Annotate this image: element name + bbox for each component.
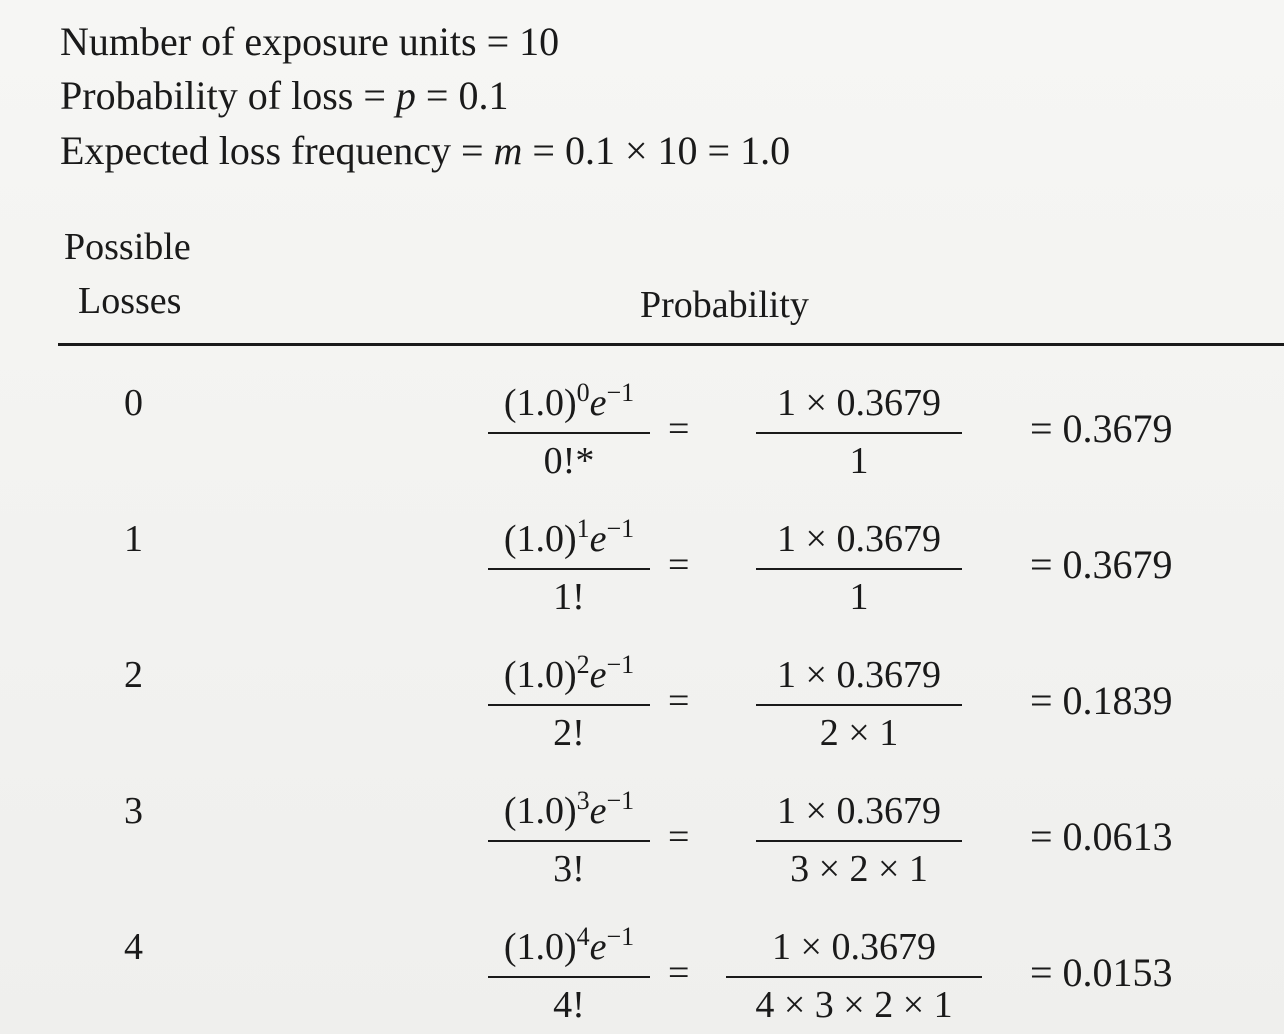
probability-of-loss-line: Probability of loss = p = 0.1 [60, 73, 509, 118]
numeric-denominator: 2 × 1 [819, 712, 899, 754]
euler-e: e [589, 926, 607, 968]
poisson-numerator [488, 652, 650, 704]
euler-e: e [589, 790, 607, 832]
poisson-numerator [488, 788, 650, 840]
table-row [0, 924, 1284, 1034]
table-row [0, 788, 1284, 898]
poisson-formula-fraction [488, 380, 650, 484]
probability-result: = 0.0613 [1030, 814, 1173, 859]
e-exponent: −1 [606, 922, 635, 951]
equals-sign: = [668, 816, 690, 858]
probability-result: = 0.1839 [1030, 678, 1173, 723]
poisson-formula-fraction [488, 788, 650, 892]
factorial-denominator: 3! [553, 848, 585, 890]
probability-result: = 0.3679 [1030, 406, 1173, 451]
euler-e: e [589, 382, 607, 424]
factorial-denominator: 0!* [543, 440, 595, 482]
numeric-fraction [756, 380, 962, 484]
numeric-numerator: 1 × 0.3679 [772, 926, 936, 968]
exposure-units-line: Number of exposure units = 10 [60, 19, 560, 64]
euler-e: e [589, 518, 607, 560]
numerator-exponent: 0 [576, 378, 590, 407]
probability-result: = 0.0153 [1030, 950, 1173, 995]
numeric-denominator: 4 × 3 × 2 × 1 [755, 984, 953, 1026]
table-row [0, 516, 1284, 626]
header-rule [58, 343, 1284, 346]
possible-loss-value: 4 [124, 926, 143, 968]
equals-sign: = [668, 544, 690, 586]
numeric-denominator: 3 × 2 × 1 [790, 848, 928, 890]
poisson-formula-fraction [488, 924, 650, 1028]
poisson-numerator [488, 380, 650, 432]
numeric-fraction [756, 652, 962, 756]
numeric-numerator: 1 × 0.3679 [777, 790, 941, 832]
factorial-denominator: 2! [553, 712, 585, 754]
numeric-denominator: 1 [849, 440, 869, 482]
euler-e: e [589, 654, 607, 696]
numerator-base: (1.0) [503, 790, 577, 832]
e-exponent: −1 [606, 650, 635, 679]
numerator-base: (1.0) [503, 654, 577, 696]
poisson-formula-fraction [488, 516, 650, 620]
numeric-fraction [726, 924, 982, 1028]
probability-result: = 0.3679 [1030, 542, 1173, 587]
numeric-denominator: 1 [849, 576, 869, 618]
poisson-formula-fraction [488, 652, 650, 756]
numeric-fraction [756, 516, 962, 620]
e-exponent: −1 [606, 786, 635, 815]
numerator-exponent: 3 [576, 786, 590, 815]
table-row [0, 652, 1284, 762]
poisson-numerator [488, 516, 650, 568]
poisson-numerator [488, 924, 650, 976]
possible-loss-value: 3 [124, 790, 143, 832]
numeric-numerator: 1 × 0.3679 [777, 518, 941, 560]
numerator-exponent: 2 [576, 650, 590, 679]
numeric-fraction [756, 788, 962, 892]
numerator-base: (1.0) [503, 926, 577, 968]
table-row [0, 380, 1284, 490]
e-exponent: −1 [606, 378, 635, 407]
numeric-numerator: 1 × 0.3679 [777, 654, 941, 696]
numerator-base: (1.0) [503, 382, 577, 424]
numerator-exponent: 4 [576, 922, 590, 951]
possible-loss-value: 1 [124, 518, 143, 560]
header-possible: Possible [64, 226, 191, 268]
numerator-exponent: 1 [576, 514, 590, 543]
equals-sign: = [668, 952, 690, 994]
expected-loss-frequency-line: Expected loss frequency = m = 0.1 × 10 = 1.0 [60, 128, 791, 173]
factorial-denominator: 1! [553, 576, 585, 618]
equals-sign: = [668, 408, 690, 450]
possible-loss-value: 2 [124, 654, 143, 696]
numerator-base: (1.0) [503, 518, 577, 560]
numeric-numerator: 1 × 0.3679 [777, 382, 941, 424]
possible-loss-value: 0 [124, 382, 143, 424]
header-losses: Losses [78, 280, 182, 322]
header-probability: Probability [640, 284, 809, 326]
factorial-denominator: 4! [553, 984, 585, 1026]
equals-sign: = [668, 680, 690, 722]
e-exponent: −1 [606, 514, 635, 543]
